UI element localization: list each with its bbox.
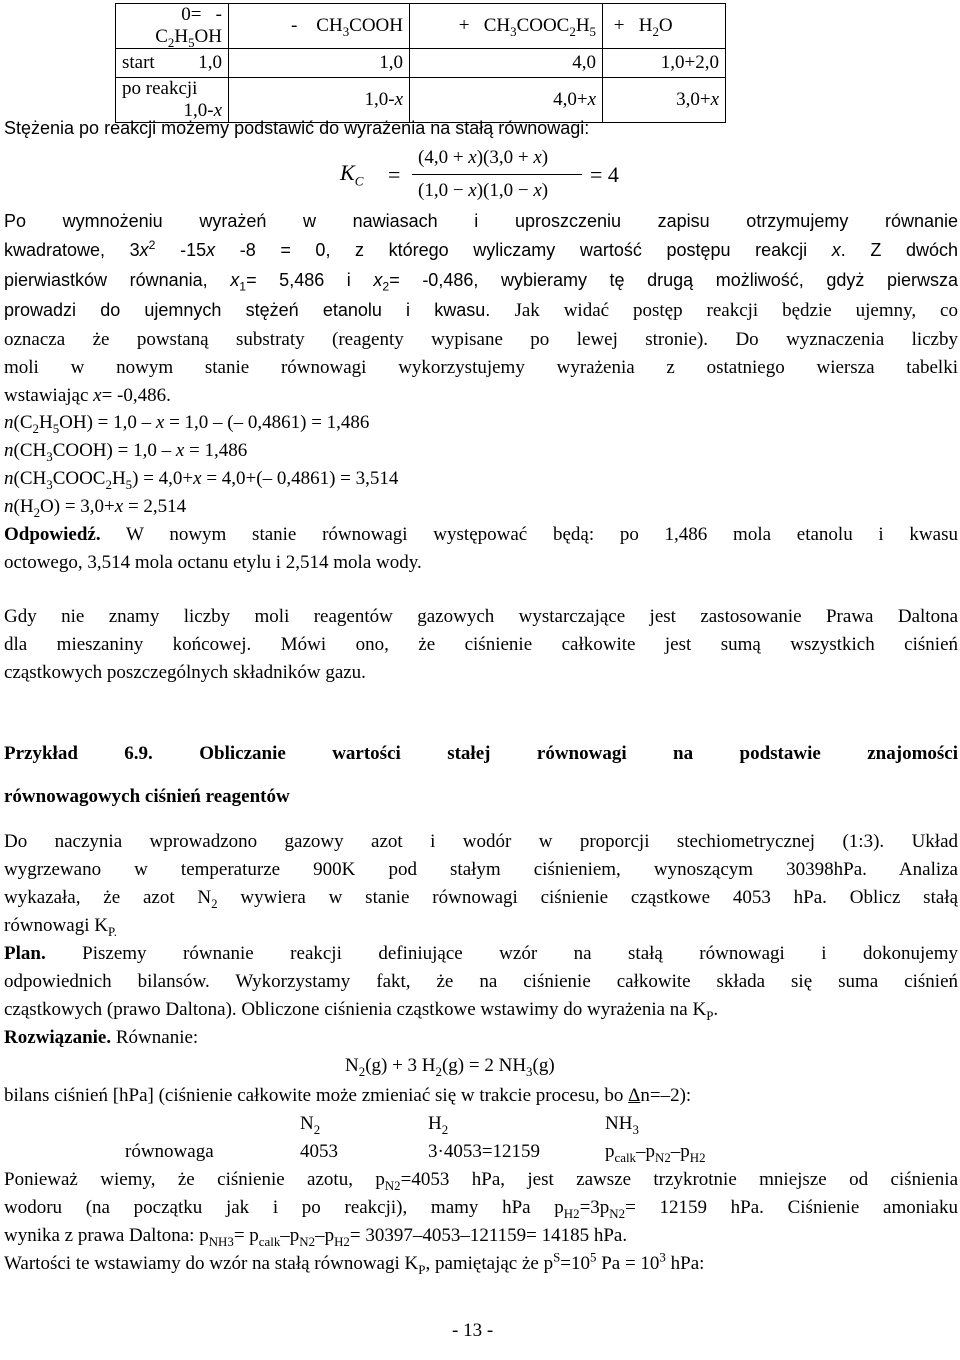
text-line: wygrzewano w temperaturze 900K pod stałym ciśnieniem, wynoszącym 30398hPa. Analiza [4,859,958,880]
text-line: równowagi $K_{P.}$ [4,915,117,939]
kc-result: = 4 [590,162,619,187]
text-line: wynika z prawa Daltona: $p_{NH3}= p_{calk}-p_{N2}-p_{H2}= 30397-4053-121159= 14185$ hPa. [4,1225,628,1249]
text-line: cząstkowych poszczególnych składników gazu. [4,662,366,683]
calc-line: $n(C_2H_5OH) = 1,0 - x = 1,0$ – (– 0,4861) = 1,486 [4,412,370,436]
equals-sign: = [388,162,401,187]
text-line: wykazała, że azot $N_2$ wywiera w stanie równowagi ciśnienie cząstkowe 4053 hPa. Oblicz stałą [4,887,958,909]
kc-denominator: (1,0 − x)(1,0 − x) [418,180,549,201]
calc-line: $n(CH_3COOC_2H_5) = 4,0+x = 4,0+(-$ 0,4861) = 3,514 [4,468,399,492]
table-cell: 1,0+2,0 [603,49,726,78]
table-header-cell: $0= -C_2H_5OH$ [116,4,229,49]
table-header-row [116,4,726,49]
balance-header: $NH_3$ [605,1113,639,1137]
text-line: oznacza że powstaną substraty (reagenty wypisane po lewej stronie). Do wyznaczenia liczby [4,329,958,350]
calc-line: $n(CH_3COOH) = 1,0 - x = 1,486$ [4,440,248,464]
table-cell: 4,0+x [410,78,603,123]
example-title-line: Przykład 6.9. Obliczanie wartości stałej równowagi na podstawie znajomości [4,743,958,764]
table-row [116,78,726,123]
kc-numerator: (4,0 + x)(3,0 + x) [418,147,549,168]
table-cell: 1,0 [229,49,410,78]
table-header-cell: + $CH_3COOC_2H_5$ [410,4,603,49]
balance-intro: bilans ciśnień [hPa] (ciśnienie całkowite może zmieniać się w trakcie procesu, bo Δn=–2): [4,1085,692,1106]
text-line: pierwiastków równania, $x_1= 5,486$ i $x_2= -0,486$, wybieramy tę drugą możliwość, gdyż pierwsza [4,270,958,291]
table-header-cell: - $CH_3COOH$ [229,4,410,49]
balance-value: $p_{calk}-p_{N2}-p_{H2}$ [605,1141,706,1165]
kc-symbol: $K_C$ [340,160,364,189]
text-line: prowadzi do ujemnych stężeń etanolu i kwasu. Jak widać postęp reakcji będzie ujemny, co [4,300,958,321]
text-line: Ponieważ wiemy, że ciśnienie azotu, $p_{N2}=4053$ hPa, jest zawsze trzykrotnie mniejsze od ciśnienia [4,1169,958,1191]
table-cell: 4,0 [410,49,603,78]
text-line: Do naczynia wprowadzono gazowy azot i wodór w proporcji stechiometrycznej (1:3). Układ [4,831,958,852]
balance-value: 3·4053=12159 [428,1141,541,1162]
balance-value: 4053 [300,1141,338,1162]
text-line: Wartości te wstawiamy do wzór na stałą równowagi $K_P$, pamiętając że $p^S=10^5$ $Pa = 10^3$ hPa: [4,1249,705,1277]
plan-label: Plan. [4,943,46,964]
example-title-line: równowagowych ciśnień reagentów [4,786,290,807]
table-cell: 3,0+x [603,78,726,123]
table-row [116,49,726,78]
text-line: Plan. Piszemy równanie reakcji definiujące wzór na stałą równowagi i dokonujemy [4,943,958,964]
text-line: moli w nowym stanie równowagi wykorzystujemy wyrażenia z ostatniego wiersza tabelki [4,357,958,378]
text-line: kwadratowe, $3x^2$ -15x -8 = 0, z którego wyliczamy wartość postępu reakcji x. Z dwóch [4,240,958,260]
text-line: Odpowiedź. W nowym stanie równowagi występować będą: po 1,486 mola etanolu i kwasu [4,524,958,545]
table-cell: 1,0-x [229,78,410,123]
fraction-bar [412,174,582,175]
table-row-label: start 1,0 [116,49,229,78]
calc-line: $n(H_2O) = 3,0+x = 2,514$ [4,496,187,520]
text-line: dla mieszaniny końcowej. Mówi ono, że ciśnienie całkowite jest sumą wszystkich ciśnień [4,634,958,655]
text-line: wstawiając x= -0,486. [4,385,171,406]
text-line: odpowiednich bilansów. Wykorzystamy fakt, że na ciśnienie całkowite składa się suma ciśnień [4,971,958,992]
balance-header: $N_2$ [300,1113,321,1137]
text-line: cząstkowych (prawo Daltona). Obliczone ciśnienia cząstkowe wstawimy do wyrażenia na $K_P$. [4,999,719,1023]
table-header-cell: + $H_2O$ [603,4,726,49]
stoichiometry-table [115,3,726,123]
paragraph-intro: Stężenia po reakcji możemy podstawić do wyrażenia na stałą równowagi: [4,118,590,138]
solution-line: Rozwiązanie. Równanie: [4,1027,199,1048]
text-line: Gdy nie znamy liczby moli reagentów gazowych wystarczające jest zastosowanie Prawa Daltona [4,606,958,627]
text-line: Po wymnożeniu wyrażeń w nawiasach i uproszczeniu zapisu otrzymujemy równanie [4,211,958,231]
text-line: octowego, 3,514 mola octanu etylu i 2,514 mola wody. [4,552,422,573]
text-line: wodoru (na początku jak i po reakcji), mamy hPa $p_{H2}=3p_{N2}= 12159$ hPa. Ciśnienie amoniaku [4,1197,958,1219]
answer-label: Odpowiedź. [4,524,101,545]
page-number: - 13 - [452,1320,494,1341]
solution-label: Rozwiązanie. [4,1027,112,1048]
balance-row-label: równowaga [125,1141,214,1162]
table-row-label: po reakcji 1,0-x [116,78,229,123]
reaction-equation: $N_2(g) + 3$ $H_2(g) = 2$ $NH_3(g)$ [345,1055,555,1079]
balance-header: $H_2$ [428,1113,449,1137]
